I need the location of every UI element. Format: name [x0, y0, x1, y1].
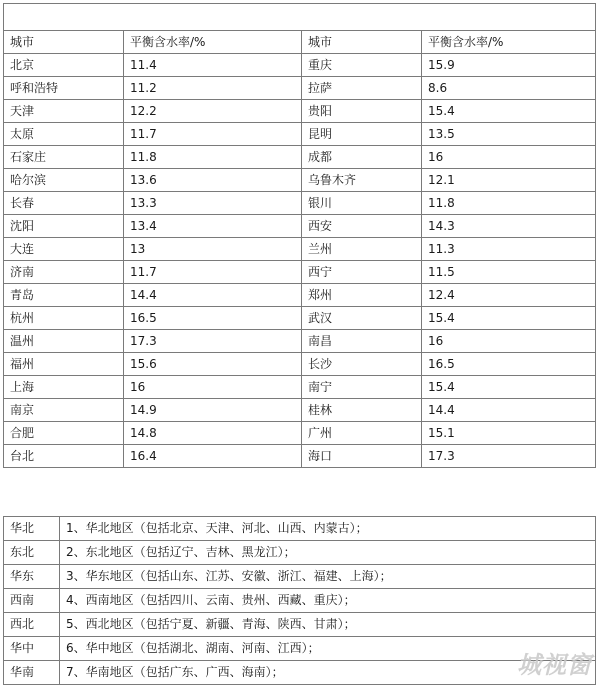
moisture-cell: 15.9 [422, 54, 596, 77]
moisture-cell: 17.3 [124, 330, 302, 353]
moisture-cell: 15.4 [422, 376, 596, 399]
moisture-cell: 13.6 [124, 169, 302, 192]
table-row [4, 399, 596, 422]
moisture-cell: 11.7 [124, 261, 302, 284]
region-name: 华北 [4, 517, 60, 541]
region-description: 7、华南地区（包括广东、广西、海南）； [60, 661, 596, 685]
table-title [4, 4, 596, 31]
region-description: 2、东北地区（包括辽宁、吉林、黑龙江）； [60, 541, 596, 565]
region-name: 华南 [4, 661, 60, 685]
city-cell: 杭州 [4, 307, 124, 330]
region-description: 4、西南地区（包括四川、云南、贵州、西藏、重庆）； [60, 589, 596, 613]
region-name: 西南 [4, 589, 60, 613]
city-cell: 呼和浩特 [4, 77, 124, 100]
moisture-cell: 11.2 [124, 77, 302, 100]
table-row [4, 100, 596, 123]
city-cell: 长沙 [302, 353, 422, 376]
table-row [4, 77, 596, 100]
header-city: 城市 [302, 31, 422, 54]
city-cell: 台北 [4, 445, 124, 468]
city-cell: 郑州 [302, 284, 422, 307]
moisture-cell: 14.8 [124, 422, 302, 445]
moisture-cell: 15.6 [124, 353, 302, 376]
city-cell: 天津 [4, 100, 124, 123]
city-cell: 拉萨 [302, 77, 422, 100]
moisture-cell: 13.5 [422, 123, 596, 146]
moisture-cell: 12.4 [422, 284, 596, 307]
moisture-cell: 14.3 [422, 215, 596, 238]
region-row [4, 637, 596, 661]
moisture-cell: 16 [422, 330, 596, 353]
city-cell: 青岛 [4, 284, 124, 307]
region-description: 6、华中地区（包括湖北、湖南、河南、江西）； [60, 637, 596, 661]
region-name: 东北 [4, 541, 60, 565]
moisture-cell: 12.1 [422, 169, 596, 192]
moisture-table [3, 3, 596, 468]
moisture-cell: 13 [124, 238, 302, 261]
city-cell: 沈阳 [4, 215, 124, 238]
city-cell: 温州 [4, 330, 124, 353]
city-cell: 成都 [302, 146, 422, 169]
moisture-cell: 11.4 [124, 54, 302, 77]
region-description: 3、华东地区（包括山东、江苏、安徽、浙江、福建、上海）； [60, 565, 596, 589]
city-cell: 石家庄 [4, 146, 124, 169]
city-cell: 太原 [4, 123, 124, 146]
moisture-cell: 17.3 [422, 445, 596, 468]
region-row [4, 541, 596, 565]
moisture-cell: 16 [124, 376, 302, 399]
region-name: 华中 [4, 637, 60, 661]
moisture-cell: 11.7 [124, 123, 302, 146]
watermark-logo: 城视窗 [517, 650, 592, 679]
city-cell: 西安 [302, 215, 422, 238]
city-cell: 长春 [4, 192, 124, 215]
moisture-cell: 11.3 [422, 238, 596, 261]
moisture-cell: 13.3 [124, 192, 302, 215]
moisture-cell: 14.9 [124, 399, 302, 422]
city-cell: 贵阳 [302, 100, 422, 123]
table-row [4, 307, 596, 330]
moisture-cell: 16.5 [422, 353, 596, 376]
city-cell: 重庆 [302, 54, 422, 77]
table-row [4, 330, 596, 353]
moisture-cell: 14.4 [422, 399, 596, 422]
table-row [4, 284, 596, 307]
moisture-cell: 13.4 [124, 215, 302, 238]
moisture-cell: 16.5 [124, 307, 302, 330]
city-cell: 西宁 [302, 261, 422, 284]
table-row [4, 54, 596, 77]
region-name: 西北 [4, 613, 60, 637]
city-cell: 银川 [302, 192, 422, 215]
header-moisture: 平衡含水率/% [422, 31, 596, 54]
moisture-cell: 15.4 [422, 307, 596, 330]
table-row [4, 146, 596, 169]
table-row [4, 215, 596, 238]
city-cell: 乌鲁木齐 [302, 169, 422, 192]
moisture-cell: 16.4 [124, 445, 302, 468]
moisture-cell: 12.2 [124, 100, 302, 123]
moisture-cell: 14.4 [124, 284, 302, 307]
city-cell: 广州 [302, 422, 422, 445]
city-cell: 海口 [302, 445, 422, 468]
city-cell: 哈尔滨 [4, 169, 124, 192]
city-cell: 上海 [4, 376, 124, 399]
moisture-cell: 15.1 [422, 422, 596, 445]
moisture-cell: 11.8 [124, 146, 302, 169]
moisture-cell: 16 [422, 146, 596, 169]
region-row [4, 565, 596, 589]
table-header-row [4, 31, 596, 54]
table-row [4, 123, 596, 146]
table-row [4, 353, 596, 376]
table-row [4, 261, 596, 284]
table-row [4, 238, 596, 261]
region-description: 1、华北地区（包括北京、天津、河北、山西、内蒙古）； [60, 517, 596, 541]
region-table [3, 516, 596, 685]
table-row [4, 422, 596, 445]
city-cell: 桂林 [302, 399, 422, 422]
header-city: 城市 [4, 31, 124, 54]
region-row [4, 517, 596, 541]
table-row [4, 169, 596, 192]
region-row [4, 613, 596, 637]
moisture-cell: 11.5 [422, 261, 596, 284]
table-title-row [4, 4, 596, 31]
moisture-cell: 15.4 [422, 100, 596, 123]
region-row [4, 589, 596, 613]
city-cell: 南宁 [302, 376, 422, 399]
table-row [4, 192, 596, 215]
region-name: 华东 [4, 565, 60, 589]
city-cell: 武汉 [302, 307, 422, 330]
city-cell: 北京 [4, 54, 124, 77]
city-cell: 福州 [4, 353, 124, 376]
region-description: 5、西北地区（包括宁夏、新疆、青海、陕西、甘肃）； [60, 613, 596, 637]
city-cell: 合肥 [4, 422, 124, 445]
city-cell: 昆明 [302, 123, 422, 146]
header-moisture: 平衡含水率/% [124, 31, 302, 54]
region-row [4, 661, 596, 685]
table-row [4, 376, 596, 399]
city-cell: 南昌 [302, 330, 422, 353]
table-row [4, 445, 596, 468]
moisture-cell: 8.6 [422, 77, 596, 100]
city-cell: 大连 [4, 238, 124, 261]
moisture-cell: 11.8 [422, 192, 596, 215]
city-cell: 济南 [4, 261, 124, 284]
city-cell: 南京 [4, 399, 124, 422]
city-cell: 兰州 [302, 238, 422, 261]
